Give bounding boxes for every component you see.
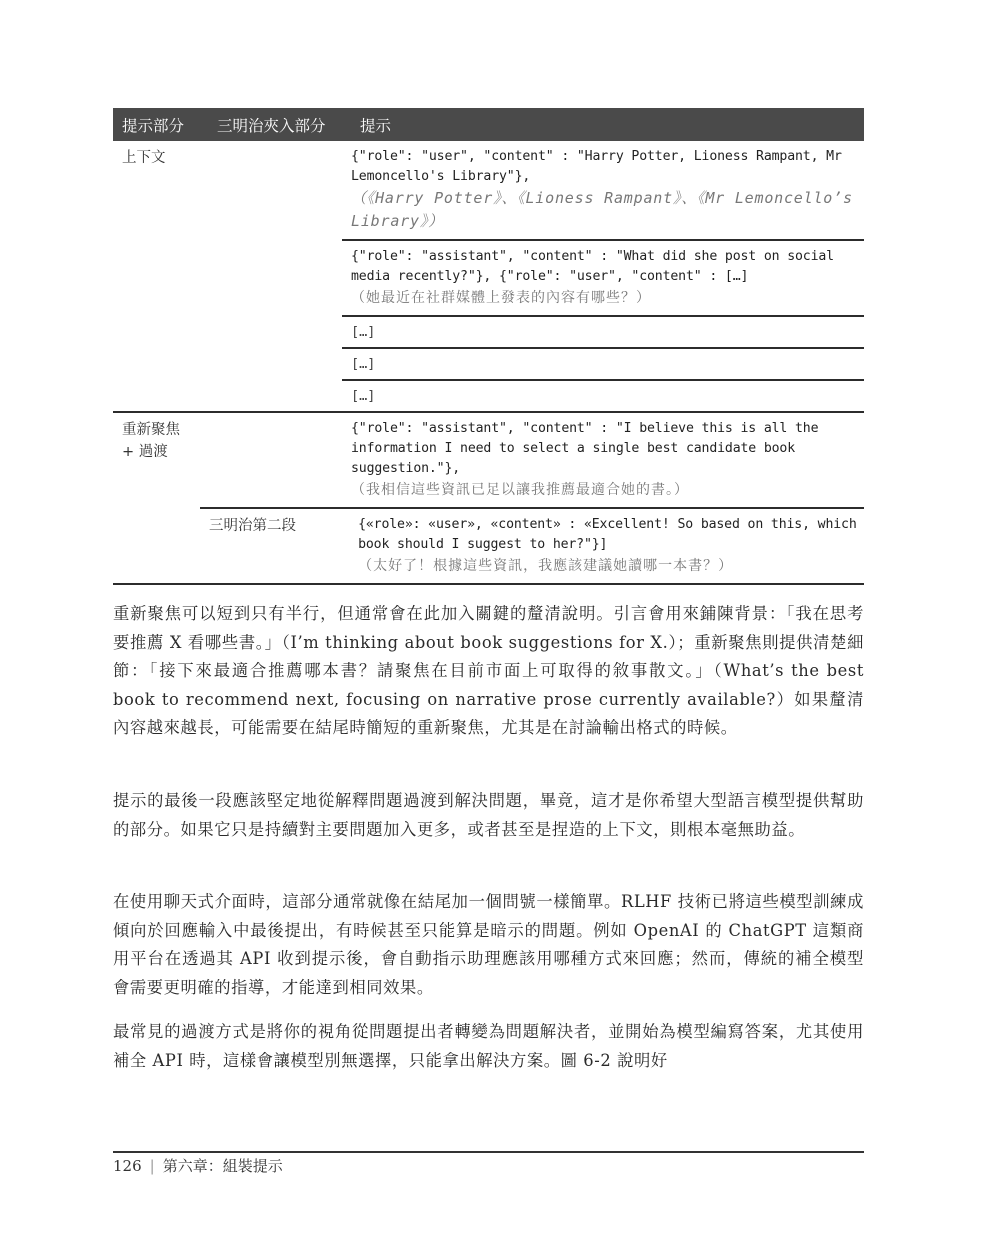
page-content bbox=[113, 108, 864, 585]
refocus-label: 重新聚焦 bbox=[122, 422, 180, 438]
cell-prompt bbox=[342, 141, 864, 411]
context-label: 上下文 bbox=[122, 150, 166, 166]
translation-text: （《Harry Potter》、《Lioness Rampant》、《Mr Lemoncello’s Library》） bbox=[351, 189, 853, 230]
prompt-block bbox=[342, 239, 864, 315]
paragraph-transition: 提示的最後一段應該堅定地從解釋問題過渡到解決問題，畢竟，這才是你希望大型語言模型提供幫助的部分。如果它只是持續對主要問題加入更多，或者甚至是捏造的上下文，則根本毫無助益。 bbox=[113, 791, 864, 839]
prompt-sandwich-table bbox=[113, 108, 864, 585]
prompt-block-ellipsis bbox=[342, 379, 864, 411]
cell-prompt-part bbox=[113, 141, 209, 411]
sandwich-second-label: 三明治第二段 bbox=[209, 518, 296, 534]
paragraph-chat-interface: 在使用聊天式介面時，這部分通常就像在結尾加一個問號一樣簡單。RLHF 技術已將這些模型訓練成傾向於回應輸入中最後提出，有時候甚至只能算是暗示的問題。例如 OpenAI 的 ChatGPT 這類商用平台在透過其 API 收到提示後，會自動指示助理應該用哪種方式來回應；然而，傳統的補全模型會需要更明確的指導，才能達到相同效果。 bbox=[113, 892, 864, 997]
paragraph-refocus: 重新聚焦可以短到只有半行，但通常會在此加入關鍵的釐清說明。引言會用來鋪陳背景：「我在思考要推薦 X 看哪些書。」（I’m thinking about book suggestions for X.）；重新聚焦則提供清楚細節：「接下來最適合推薦哪本書？請聚焦在目前市面上可取得的敘事散文。」（What’s the best book to recommend next, focusing on narrative prose currently available?）如果釐清內容越來越長，可能需要在結尾時簡短的重新聚焦，尤其是在討論輸出格式的時候。 bbox=[113, 604, 864, 737]
cell-sandwich-part bbox=[200, 509, 349, 583]
table-row-sandwich-second bbox=[200, 507, 864, 583]
code-text: {"role": "user", "content" : "Harry Potter, Lioness Rampant, Mr Lemoncello's Library"}, bbox=[351, 149, 850, 184]
cell-prompt-part bbox=[113, 413, 209, 507]
code-text: {«role»: «user», «content» : «Excellent! So based on this, which book should I suggest to her?"}] bbox=[358, 517, 865, 552]
ellipsis-text: […] bbox=[351, 356, 376, 372]
prompt-block bbox=[342, 413, 864, 507]
table-row-refocus bbox=[113, 413, 864, 507]
table-row-context bbox=[113, 141, 864, 411]
table-header bbox=[113, 108, 864, 141]
footer-separator: | bbox=[149, 1157, 155, 1175]
footer-divider bbox=[113, 1151, 864, 1153]
header-prompt: 提示 bbox=[360, 116, 392, 135]
cell-sandwich-part bbox=[209, 413, 342, 507]
page-number: 126 bbox=[113, 1157, 142, 1175]
header-prompt-part: 提示部分 bbox=[122, 116, 185, 135]
page-footer bbox=[113, 1155, 283, 1177]
translation-text: （太好了！根據這些資訊，我應該建議她讀哪一本書？） bbox=[358, 558, 734, 574]
table-bottom-rule bbox=[113, 583, 864, 585]
header-sandwich-part: 三明治夾入部分 bbox=[217, 116, 326, 135]
prompt-block bbox=[349, 509, 864, 583]
translation-text: （她最近在社群媒體上發表的內容有哪些？） bbox=[351, 290, 651, 306]
chapter-title: 第六章：組裝提示 bbox=[162, 1157, 283, 1175]
translation-text: （我相信這些資訊已足以讓我推薦最適合她的書。） bbox=[351, 482, 689, 498]
cell-sandwich-part bbox=[209, 141, 342, 411]
prompt-block-ellipsis bbox=[342, 347, 864, 379]
ellipsis-text: […] bbox=[351, 388, 376, 404]
transition-label: + 過渡 bbox=[122, 444, 168, 460]
prompt-block-ellipsis bbox=[342, 315, 864, 347]
code-text: {"role": "assistant", "content" : "What did she post on social media recently?"}, {"role": "user", "content" : […] bbox=[351, 249, 842, 284]
paragraph-common-transition: 最常見的過渡方式是將你的視角從問題提出者轉變為問題解決者，並開始為模型編寫答案，尤其使用補全 API 時，這樣會讓模型別無選擇，只能拿出解決方案。圖 6-2 說明好 bbox=[113, 1022, 864, 1070]
ellipsis-text: […] bbox=[351, 324, 376, 340]
cell-prompt bbox=[342, 413, 864, 507]
prompt-block bbox=[342, 141, 864, 239]
cell-prompt bbox=[349, 509, 864, 583]
code-text: {"role": "assistant", "content" : "I believe this is all the information I need to select a single best candidate book suggestion."}, bbox=[351, 421, 827, 476]
